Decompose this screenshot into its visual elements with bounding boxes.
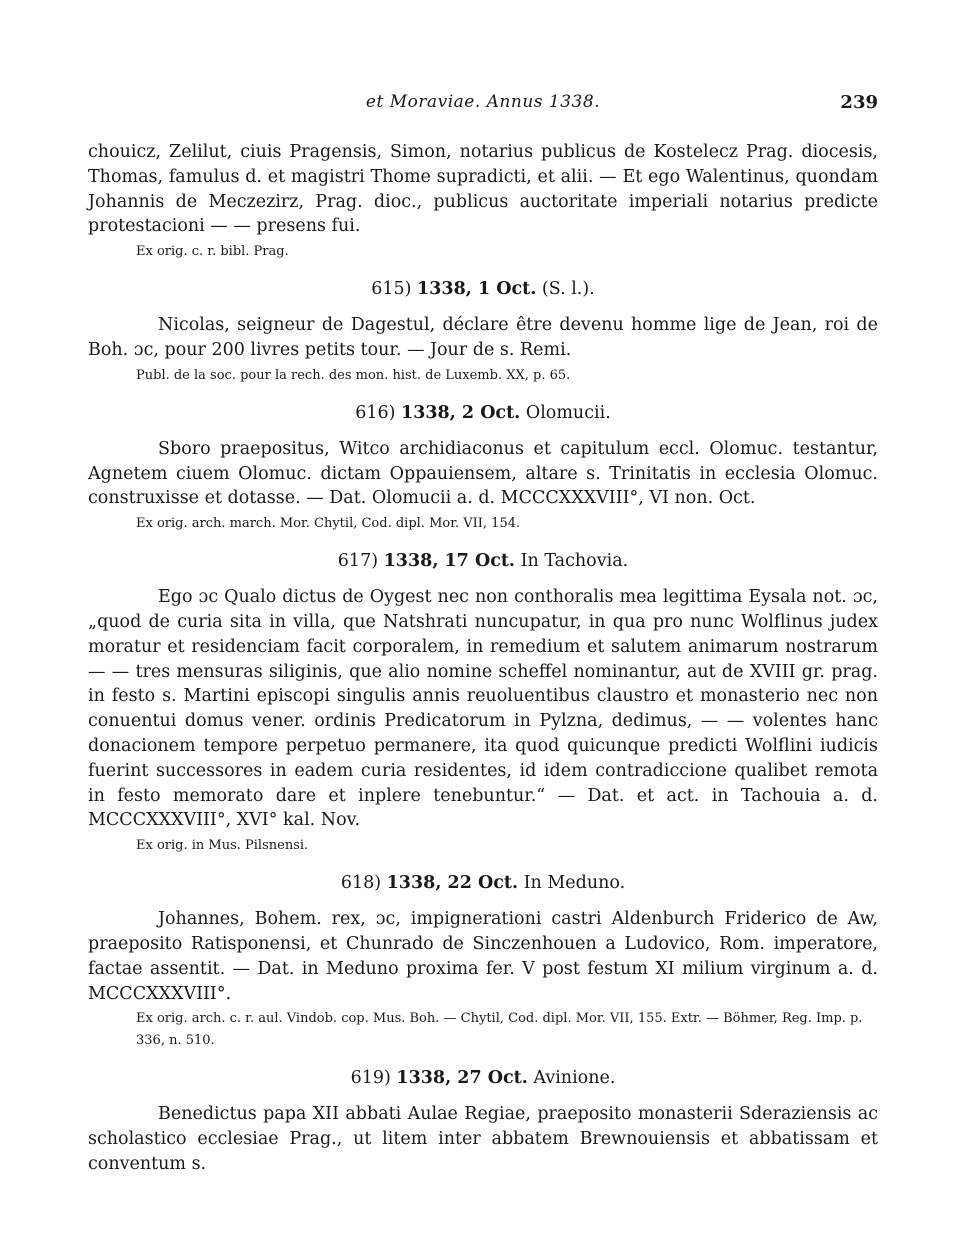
- running-head-title: et Moraviae. Annus 1338.: [365, 92, 601, 112]
- entry-date: 1338, 27 Oct.: [396, 1068, 528, 1089]
- entry-date: 1338, 22 Oct.: [386, 873, 519, 894]
- entry-616-text: Sboro praepositus, Witco archidiaconus et capitulum eccl. Olomuc. testantur, Agnetem ciuem Olomuc. dictam Oppauiensem, altare s. Trinitatis in ecclesia Olomuc. construxisse et dotasse. — Dat. Olomucii a. d. MCCCXXXVIII°, VI non. Oct.: [88, 438, 878, 509]
- entry-615-text: Nicolas, seigneur de Dagestul, déclare être devenu homme lige de Jean, roi de Boh. ɔc, pour 200 livres petits tour. — Jour de s. Remi.: [88, 315, 878, 360]
- entry-617-source: Ex orig. in Mus. Pilsnensi.: [136, 838, 309, 854]
- entry-619-heading: [88, 1066, 878, 1090]
- page-number: 239: [840, 92, 878, 113]
- entry-618-heading: [88, 871, 878, 895]
- page-body: [88, 140, 878, 1177]
- entry-619-text: Benedictus papa XII abbati Aulae Regiae, praeposito monasterii Sderaziensis ac scholastico ecclesiae Prag., ut litem inter abbatem Brewnouiensis et abbatissam et conventum s.: [88, 1104, 878, 1174]
- entry-place: (S. l.).: [541, 279, 595, 300]
- entry-618-source: Ex orig. arch. c. r. aul. Vindob. cop. Mus. Boh. — Chytil, Cod. dipl. Mor. VII, 155. Extr. — Böhmer, Reg. Imp. p. 336, n. 510.: [136, 1011, 863, 1049]
- entry-date: 1338, 1 Oct.: [417, 279, 537, 300]
- entry-place: In Meduno.: [523, 873, 626, 894]
- entry-615-source: Publ. de la soc. pour la rech. des mon. hist. de Luxemb. XX, p. 65.: [136, 367, 571, 383]
- entry-617-heading: [88, 549, 878, 573]
- entry-place: Olomucii.: [525, 402, 611, 423]
- entry-number: 616): [355, 402, 396, 423]
- entry-615-heading: [88, 277, 878, 301]
- entry-number: 618): [340, 873, 382, 894]
- entry-date: 1338, 17 Oct.: [383, 551, 516, 572]
- running-head: [88, 92, 878, 116]
- entry-number: 615): [371, 279, 412, 300]
- entry-618-text: Johannes, Bohem. rex, ɔc, impignerationi castri Aldenburch Friderico de Aw, praeposito Ratisponensi, et Chunrado de Sinczenhouen a Ludovico, Rom. imperatore, factae assentit. — Dat. in Meduno proxima fer. V post festum XI milium virginum a. d. MCCCXXXVIII°.: [88, 909, 878, 1004]
- entry-616-source: Ex orig. arch. march. Mor. Chytil, Cod. dipl. Mor. VII, 154.: [136, 516, 521, 532]
- entry-617-text: Ego ɔc Qualo dictus de Oygest nec non conthoralis mea legittima Eysala not. ɔc, „quod de curia sita in villa, que Natshrati nuncupatur, in qua pro nunc Wolflinus judex moratur et residenciam facit corporalem, in remedium et salutem animarum nostrarum — — tres mensuras siliginis, que alio nomine scheffel nominantur, aut de XVIII gr. prag. in festo s. Martini episcopi singulis annis reuoluentibus claustro et monasterio nec non conuentui domus vener. ordinis Predicatorum in Pylzna, dedimus, — — volentes hanc donacionem tempore perpetuo permanere, ita quod quicunque predicti Wolflini iudicis fuerint successores in eadem curia residentes, id idem contradiccione qualibet remota in festo memorato dare et inplere tenebuntur.“ — Dat. et act. in Tachouia a. d. MCCCXXXVIII°, XVI° kal. Nov.: [88, 587, 878, 831]
- entry-date: 1338, 2 Oct.: [401, 402, 521, 423]
- entry-number: 617): [337, 551, 379, 572]
- entry-place: Avinione.: [533, 1068, 616, 1089]
- entry-616-heading: [88, 401, 878, 425]
- intro-source: Ex orig. c. r. bibl. Prag.: [136, 244, 289, 260]
- intro-paragraph: chouicz, Zelilut, ciuis Pragensis, Simon, notarius publicus de Kostelecz Prag. diocesis, Thomas, famulus d. et magistri Thome supradicti, et alii. — Et ego Walentinus, quondam Johannis de Meczezirz, Prag. dioc., publicus auctoritate imperiali notarius predicte protestacioni — — presens fui.: [88, 142, 878, 237]
- entry-number: 619): [350, 1068, 391, 1089]
- entry-place: In Tachovia.: [520, 551, 629, 572]
